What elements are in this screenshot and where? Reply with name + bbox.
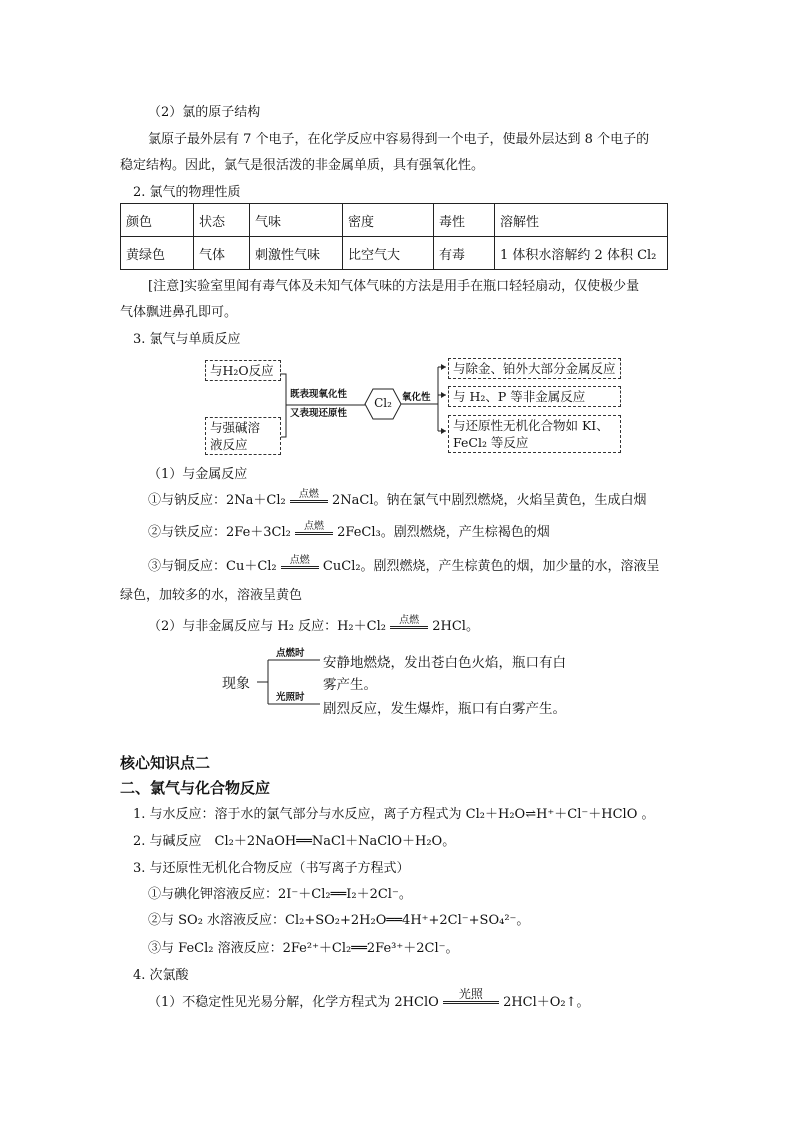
ignition-condition bbox=[281, 555, 319, 569]
hydrogen-reactants: （2）与非金属反应与 H₂ 反应：H₂＋Cl₂ bbox=[148, 619, 386, 634]
condition-text: 点燃 bbox=[298, 488, 319, 500]
table-cell: 黄绿色 bbox=[121, 237, 194, 270]
table-cell: 有毒 bbox=[434, 237, 495, 270]
copper-products: CuCl₂。剧烈燃烧，产生棕黄色的烟，加少量的水，溶液呈 bbox=[322, 559, 660, 574]
ignition-condition bbox=[290, 489, 328, 503]
phenomenon-ignite-line-2: 雾产生。 bbox=[323, 677, 377, 693]
label-oxidizing-right: 氧化性 bbox=[402, 392, 431, 403]
metal-reaction-box: 与除金、铂外大部分金属反应 bbox=[448, 358, 621, 379]
atom-paragraph-line-1: 氯原子最外层有 7 个电子，在化学反应中容易得到一个电子，使最外层达到 8 个电子的 bbox=[148, 132, 650, 147]
atom-structure-heading: （2）氯的原子结构 bbox=[148, 105, 261, 120]
reducing-compound-line-2: FeCl₂ 等反应 bbox=[453, 435, 529, 450]
sodium-reaction bbox=[148, 488, 647, 510]
hclo-decomposition bbox=[148, 987, 590, 1012]
hydrogen-products: 2HCl。 bbox=[432, 619, 479, 634]
table-header-cell: 毒性 bbox=[434, 204, 495, 237]
reducing-compound-box bbox=[448, 415, 621, 453]
copper-reactants: ③与铜反应：Cu＋Cl₂ bbox=[148, 559, 277, 574]
core-knowledge-title: 核心知识点二 bbox=[120, 754, 211, 772]
note-line-1: [注意]实验室里闻有毒气体及未知气体气味的方法是用手在瓶口轻轻扇动，仅使极少量 bbox=[148, 279, 640, 294]
copper-reaction-line-2: 绿色，加较多的水，溶液呈黄色 bbox=[120, 588, 303, 603]
table-header-cell: 密度 bbox=[343, 204, 434, 237]
physical-properties-heading: 2. 氯气的物理性质 bbox=[133, 185, 241, 200]
iron-reactants: ②与铁反应：2Fe＋3Cl₂ bbox=[148, 525, 291, 540]
phenomenon-light-result: 剧烈反应，发生爆炸，瓶口有白雾产生。 bbox=[323, 701, 566, 717]
hclo-reactant: （1）不稳定性见光易分解，化学方程式为 2HClO bbox=[148, 995, 439, 1010]
phenomenon-condition-ignite: 点燃时 bbox=[276, 648, 305, 659]
table-header-cell: 气味 bbox=[250, 204, 343, 237]
table-cell: 气体 bbox=[194, 237, 250, 270]
sodium-products: 2NaCl。钠在氯气中剧烈燃烧，火焰呈黄色，生成白烟 bbox=[332, 493, 647, 508]
reductive-compound-heading: 3. 与还原性无机化合物反应（书写离子方程式） bbox=[133, 861, 410, 876]
iron-products: 2FeCl₃。剧烈燃烧，产生棕褐色的烟 bbox=[337, 525, 550, 540]
table-cell: 比空气大 bbox=[343, 237, 434, 270]
ignition-condition bbox=[295, 521, 333, 535]
strong-base-reaction-box bbox=[205, 417, 281, 455]
condition-text: 光照 bbox=[458, 987, 483, 1001]
atom-paragraph-line-2: 稳定结构。因此，氯气是很活泼的非金属单质，具有强氧化性。 bbox=[120, 158, 485, 173]
table-header-cell: 溶解性 bbox=[495, 204, 668, 237]
table-header-cell: 颜色 bbox=[121, 204, 194, 237]
water-reaction-box: 与H₂O反应 bbox=[205, 360, 281, 381]
table-header-cell: 状态 bbox=[194, 204, 250, 237]
condition-text: 点燃 bbox=[304, 520, 325, 532]
strong-base-line-2: 液反应 bbox=[210, 437, 248, 452]
label-oxidizing: 既表现氧化性 bbox=[290, 389, 348, 400]
table-cell: 刺激性气味 bbox=[250, 237, 343, 270]
hclo-heading: 4. 次氯酸 bbox=[133, 968, 189, 983]
nonmetal-reaction-box: 与 H₂、P 等非金属反应 bbox=[448, 386, 621, 407]
label-reducing: 又表现还原性 bbox=[290, 408, 348, 419]
compound-reaction-title: 二、氯气与化合物反应 bbox=[120, 779, 271, 797]
water-reaction: 1. 与水反应：溶于水的氯气部分与水反应，离子方程式为 Cl₂＋H₂O⇌H⁺＋Cl⁻＋HClO 。 bbox=[133, 807, 655, 822]
metal-reaction-heading: （1）与金属反应 bbox=[148, 467, 248, 482]
so2-reaction: ②与 SO₂ 水溶液反应：Cl₂+SO₂+2H₂O══4H⁺+2Cl⁻+SO₄²⁻。 bbox=[148, 913, 530, 928]
chlorine-center-label: Cl₂ bbox=[374, 396, 392, 410]
condition-text: 点燃 bbox=[399, 614, 420, 626]
phenomenon-ignite-line-1: 安静地燃烧，发出苍白色火焰，瓶口有白 bbox=[323, 655, 566, 671]
sodium-reactants: ①与钠反应：2Na＋Cl₂ bbox=[148, 493, 286, 508]
light-condition bbox=[443, 987, 499, 1004]
ki-reaction: ①与碘化钾溶液反应：2I⁻＋Cl₂══I₂＋2Cl⁻。 bbox=[148, 887, 412, 902]
ignition-condition bbox=[390, 615, 428, 629]
alkali-reaction: 2. 与碱反应 Cl₂＋2NaOH══NaCl＋NaClO＋H₂O。 bbox=[133, 834, 456, 849]
hclo-products: 2HCl＋O₂↑。 bbox=[503, 995, 590, 1010]
table-cell: 1 体积水溶解约 2 体积 Cl₂ bbox=[495, 237, 668, 270]
fecl2-reaction: ③与 FeCl₂ 溶液反应：2Fe²⁺＋Cl₂══2Fe³⁺＋2Cl⁻。 bbox=[148, 941, 459, 956]
iron-reaction bbox=[148, 520, 550, 542]
elemental-reaction-heading: 3. 氯气与单质反应 bbox=[133, 332, 241, 347]
copper-reaction bbox=[148, 554, 660, 576]
phenomenon-condition-light: 光照时 bbox=[276, 692, 305, 703]
reducing-compound-line-1: 与还原性无机化合物如 KI、 bbox=[453, 418, 609, 433]
phenomenon-label: 现象 bbox=[222, 676, 250, 692]
note-line-2: 气体飘进鼻孔即可。 bbox=[120, 305, 238, 320]
condition-text: 点燃 bbox=[289, 554, 310, 566]
hydrogen-reaction bbox=[148, 614, 479, 636]
strong-base-line-1: 与强碱溶 bbox=[210, 420, 261, 435]
